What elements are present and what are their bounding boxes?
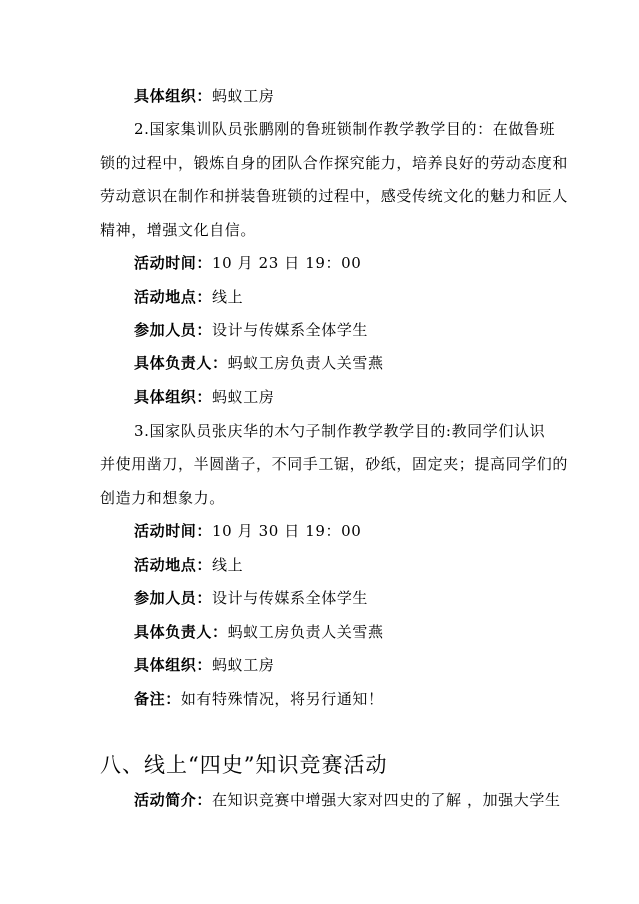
item3-org-value: 蚂蚁工房	[212, 656, 275, 674]
item3-note-value: 如有特殊情况，将另行通知！	[180, 690, 384, 708]
item2-time-value: 10 月 23 日 19：00	[212, 254, 362, 272]
item3-time-label: 活动时间：	[134, 522, 213, 540]
item2-org-value: 蚂蚁工房	[212, 388, 275, 406]
item2-org-label: 具体组织：	[134, 388, 213, 406]
item3-desc-line-3: 创造力和想象力。	[100, 489, 225, 507]
item2-leader-value: 蚂蚁工房负责人关雪燕	[227, 354, 384, 372]
item2-org-line	[134, 387, 584, 407]
item2-leader-line	[134, 353, 584, 373]
item3-place-label: 活动地点：	[134, 556, 213, 574]
item2-place-value: 线上	[212, 288, 244, 306]
item3-note-line	[134, 689, 584, 709]
prev-org-label: 具体组织：	[134, 87, 213, 105]
item3-place-line	[134, 555, 584, 575]
item3-time-line	[134, 521, 584, 541]
item2-participants-label: 参加人员：	[134, 321, 213, 339]
section8-heading: 八、线上“四史”知识竞赛活动	[100, 753, 388, 777]
item2-desc-line-1: 2.国家集训队员张鹏刚的鲁班锁制作教学教学目的：在做鲁班	[134, 120, 556, 138]
section8-intro-line	[134, 790, 584, 810]
item2-leader-label: 具体负责人：	[134, 354, 228, 372]
item2-place-line	[134, 287, 584, 307]
item3-participants-line	[134, 588, 584, 608]
section8-intro-value: 在知识竞赛中增强大家对四史的了解 ，加强大学生	[212, 791, 561, 809]
item2-participants-line	[134, 320, 584, 340]
item3-org-label: 具体组织：	[134, 656, 213, 674]
item2-time-line	[134, 253, 584, 273]
item2-desc-line-2: 锁的过程中，锻炼自身的团队合作探究能力，培养良好的劳动态度和	[100, 154, 569, 172]
item3-leader-label: 具体负责人：	[134, 623, 228, 641]
item2-desc-line-4: 精神，增强文化自信。	[100, 221, 257, 239]
item2-desc-line-3: 劳动意识在制作和拼装鲁班锁的过程中，感受传统文化的魅力和匠人	[100, 187, 569, 205]
item3-leader-line	[134, 622, 584, 642]
section8-intro-label: 活动简介：	[134, 791, 213, 809]
item3-place-value: 线上	[212, 556, 244, 574]
item3-desc-line-1: 3.国家队员张庆华的木勺子制作教学教学目的:教同学们认识	[134, 422, 546, 440]
item3-participants-value: 设计与传媒系全体学生	[212, 589, 369, 607]
item3-note-label: 备注：	[134, 690, 181, 708]
item2-time-label: 活动时间：	[134, 254, 213, 272]
prev-org-value: 蚂蚁工房	[212, 87, 275, 105]
item3-participants-label: 参加人员：	[134, 589, 213, 607]
item2-participants-value: 设计与传媒系全体学生	[212, 321, 369, 339]
item3-time-value: 10 月 30 日 19：00	[212, 522, 362, 540]
item3-leader-value: 蚂蚁工房负责人关雪燕	[227, 623, 384, 641]
item3-org-line	[134, 655, 584, 675]
prev-org-line	[134, 86, 584, 106]
item2-place-label: 活动地点：	[134, 288, 213, 306]
item3-desc-line-2: 并使用凿刀，半圆凿子，不同手工锯，砂纸，固定夹；提高同学们的	[100, 455, 569, 473]
